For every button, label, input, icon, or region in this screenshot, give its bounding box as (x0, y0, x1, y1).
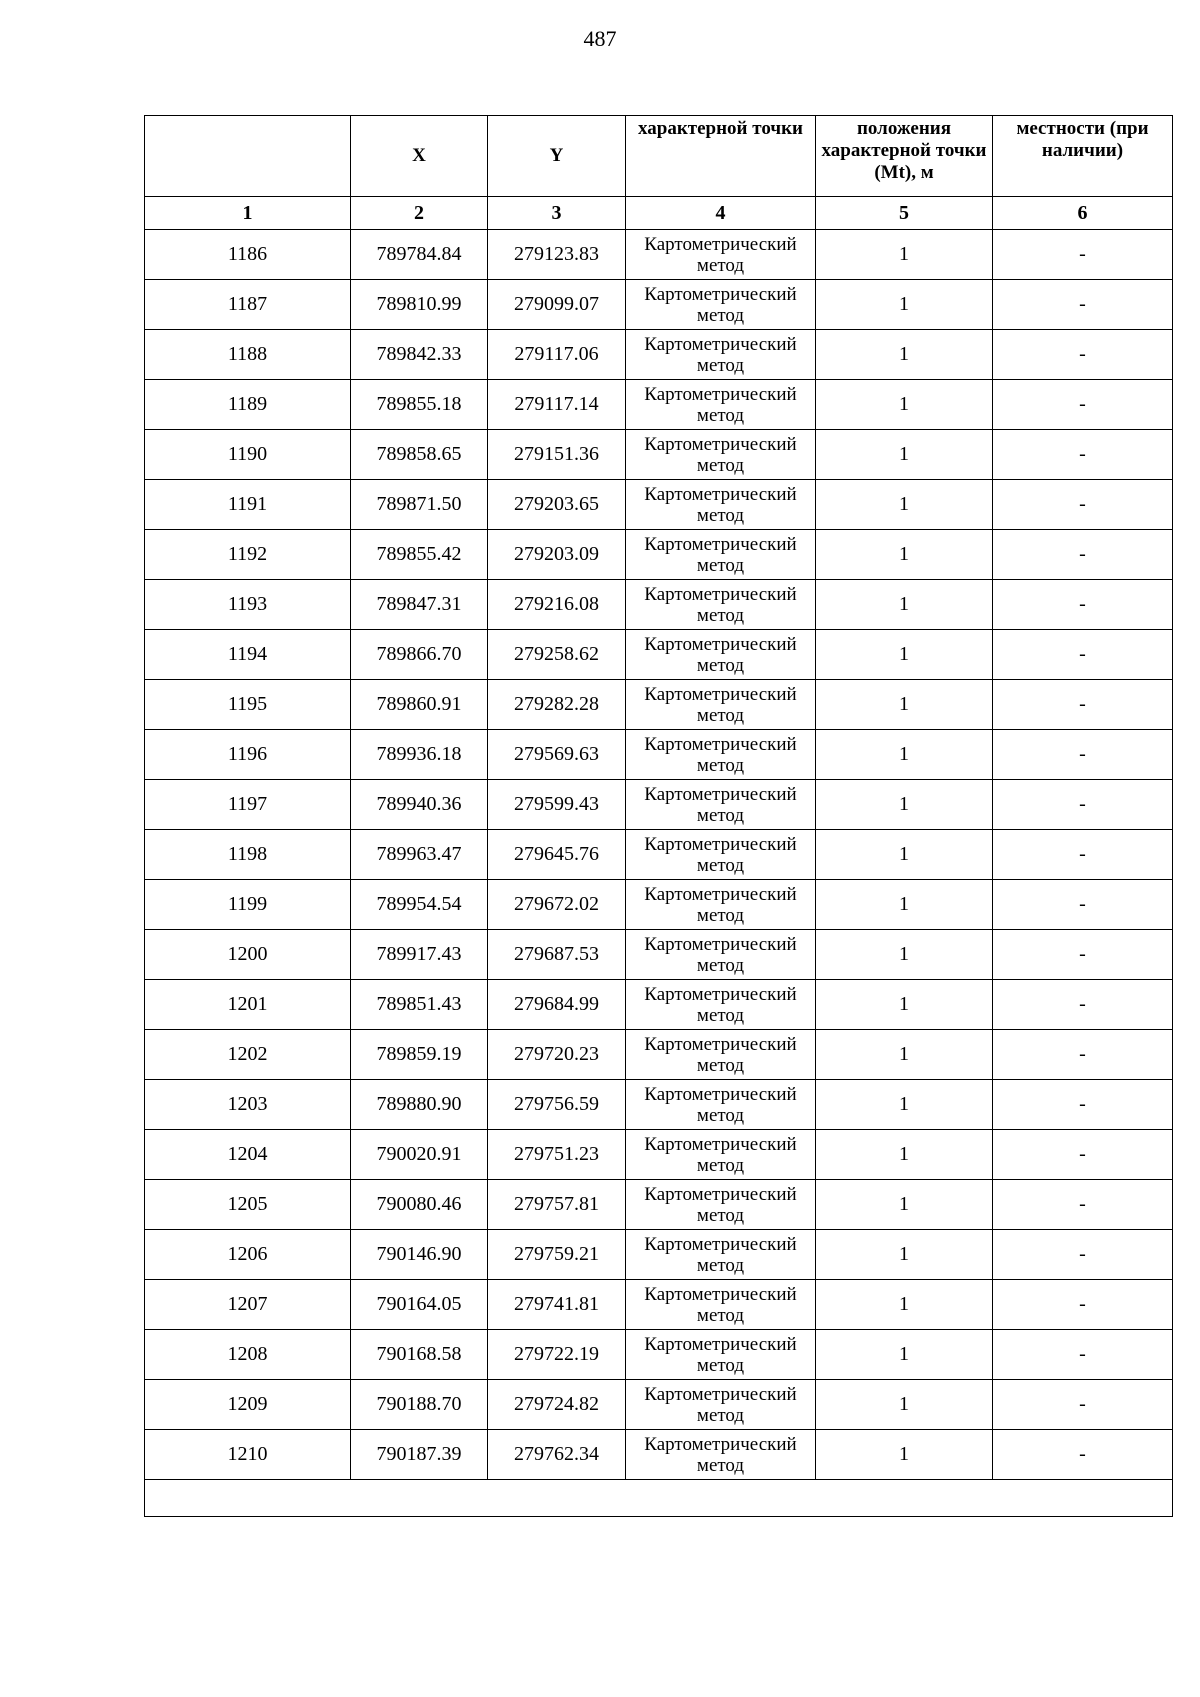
table-row (145, 1230, 1173, 1280)
method-cell (626, 430, 816, 480)
method-text-line2: метод (696, 804, 745, 826)
description-cell: - (993, 380, 1173, 430)
y-coordinate-cell: 279722.19 (488, 1330, 626, 1380)
x-coordinate-cell: 789917.43 (351, 930, 488, 980)
method-cell (626, 930, 816, 980)
description-cell: - (993, 1430, 1173, 1480)
table-row (145, 1430, 1173, 1480)
method-text-line2: метод (696, 1054, 745, 1076)
method-text-line2: метод (696, 604, 745, 626)
header-point-number (145, 116, 351, 197)
method-text-line1: Картометрический (644, 1183, 797, 1205)
point-number-cell: 1194 (145, 630, 351, 680)
x-coordinate-cell: 789784.84 (351, 230, 488, 280)
description-cell: - (993, 1080, 1173, 1130)
description-cell: - (993, 730, 1173, 780)
method-text-line1: Картометрический (644, 433, 797, 455)
x-coordinate-cell: 789855.18 (351, 380, 488, 430)
description-cell: - (993, 530, 1173, 580)
x-coordinate-cell: 789858.65 (351, 430, 488, 480)
method-text-line1: Картометрический (644, 233, 797, 255)
point-number-cell: 1193 (145, 580, 351, 630)
x-coordinate-cell: 789860.91 (351, 680, 488, 730)
accuracy-cell: 1 (816, 1280, 993, 1330)
method-text-line2: метод (696, 904, 745, 926)
x-coordinate-cell: 789880.90 (351, 1080, 488, 1130)
method-text-line1: Картометрический (644, 1333, 797, 1355)
table-row (145, 530, 1173, 580)
method-text-line1: Картометрический (644, 783, 797, 805)
column-number: 6 (993, 197, 1173, 230)
accuracy-cell: 1 (816, 1030, 993, 1080)
method-text-line1: Картометрический (644, 883, 797, 905)
y-coordinate-cell: 279258.62 (488, 630, 626, 680)
x-coordinate-cell: 789866.70 (351, 630, 488, 680)
accuracy-cell: 1 (816, 930, 993, 980)
method-text-line2: метод (696, 1304, 745, 1326)
method-cell (626, 730, 816, 780)
method-cell (626, 380, 816, 430)
y-coordinate-cell: 279687.53 (488, 930, 626, 980)
accuracy-cell: 1 (816, 730, 993, 780)
page-number: 487 (583, 26, 617, 51)
point-number-cell: 1197 (145, 780, 351, 830)
column-number: 5 (816, 197, 993, 230)
column-number-row (145, 197, 1173, 230)
table-row (145, 1030, 1173, 1080)
table-row (145, 430, 1173, 480)
accuracy-cell: 1 (816, 1430, 993, 1480)
accuracy-cell: 1 (816, 430, 993, 480)
description-cell: - (993, 1130, 1173, 1180)
y-coordinate-cell: 279599.43 (488, 780, 626, 830)
method-text-line1: Картометрический (644, 333, 797, 355)
header-accuracy: положения характерной точки (Mt), м (816, 116, 993, 197)
method-cell (626, 530, 816, 580)
accuracy-cell: 1 (816, 280, 993, 330)
method-cell (626, 1430, 816, 1480)
table-row (145, 930, 1173, 980)
x-coordinate-cell: 790188.70 (351, 1380, 488, 1430)
accuracy-cell: 1 (816, 1130, 993, 1180)
table-row (145, 480, 1173, 530)
x-coordinate-cell: 789847.31 (351, 580, 488, 630)
y-coordinate-cell: 279762.34 (488, 1430, 626, 1480)
y-coordinate-cell: 279759.21 (488, 1230, 626, 1280)
x-coordinate-cell: 790080.46 (351, 1180, 488, 1230)
description-cell: - (993, 580, 1173, 630)
method-text-line1: Картометрический (644, 483, 797, 505)
method-cell (626, 580, 816, 630)
y-coordinate-cell: 279757.81 (488, 1180, 626, 1230)
accuracy-cell: 1 (816, 1230, 993, 1280)
point-number-cell: 1187 (145, 280, 351, 330)
method-cell (626, 980, 816, 1030)
description-cell: - (993, 830, 1173, 880)
x-coordinate-cell: 790020.91 (351, 1130, 488, 1180)
accuracy-cell: 1 (816, 980, 993, 1030)
accuracy-cell: 1 (816, 530, 993, 580)
point-number-cell: 1192 (145, 530, 351, 580)
description-cell: - (993, 330, 1173, 380)
table-row (145, 1080, 1173, 1130)
column-number: 3 (488, 197, 626, 230)
method-text-line2: метод (696, 854, 745, 876)
method-text-line2: метод (696, 954, 745, 976)
method-text-line2: метод (696, 1104, 745, 1126)
method-cell (626, 1280, 816, 1330)
method-text-line2: метод (696, 1354, 745, 1376)
description-cell: - (993, 280, 1173, 330)
method-text-line1: Картометрический (644, 1083, 797, 1105)
coordinates-table (144, 115, 1173, 1517)
method-text-line2: метод (696, 1204, 745, 1226)
accuracy-cell: 1 (816, 680, 993, 730)
header-description: местности (при наличии) (993, 116, 1173, 197)
y-coordinate-cell: 279672.02 (488, 880, 626, 930)
method-cell (626, 330, 816, 380)
method-text-line2: метод (696, 1454, 745, 1476)
x-coordinate-cell: 790187.39 (351, 1430, 488, 1480)
x-coordinate-cell: 790164.05 (351, 1280, 488, 1330)
method-text-line2: метод (696, 454, 745, 476)
table-row (145, 1280, 1173, 1330)
method-text-line2: метод (696, 304, 745, 326)
description-cell: - (993, 880, 1173, 930)
column-number: 4 (626, 197, 816, 230)
point-number-cell: 1189 (145, 380, 351, 430)
description-cell: - (993, 680, 1173, 730)
point-number-cell: 1204 (145, 1130, 351, 1180)
method-text-line1: Картометрический (644, 283, 797, 305)
point-number-cell: 1190 (145, 430, 351, 480)
table-row (145, 880, 1173, 930)
method-text-line2: метод (696, 354, 745, 376)
method-text-line1: Картометрический (644, 1283, 797, 1305)
method-text-line2: метод (696, 554, 745, 576)
point-number-cell: 1199 (145, 880, 351, 930)
accuracy-cell: 1 (816, 1380, 993, 1430)
y-coordinate-cell: 279203.09 (488, 530, 626, 580)
point-number-cell: 1188 (145, 330, 351, 380)
y-coordinate-cell: 279151.36 (488, 430, 626, 480)
description-cell: - (993, 430, 1173, 480)
y-coordinate-cell: 279751.23 (488, 1130, 626, 1180)
x-coordinate-cell: 789842.33 (351, 330, 488, 380)
method-text-line2: метод (696, 1154, 745, 1176)
point-number-cell: 1203 (145, 1080, 351, 1130)
y-coordinate-cell: 279282.28 (488, 680, 626, 730)
method-text-line2: метод (696, 254, 745, 276)
y-coordinate-cell: 279645.76 (488, 830, 626, 880)
header-x: X (351, 116, 488, 197)
header-y: Y (488, 116, 626, 197)
point-number-cell: 1206 (145, 1230, 351, 1280)
point-number-cell: 1196 (145, 730, 351, 780)
method-cell (626, 480, 816, 530)
accuracy-cell: 1 (816, 880, 993, 930)
y-coordinate-cell: 279741.81 (488, 1280, 626, 1330)
x-coordinate-cell: 789810.99 (351, 280, 488, 330)
y-coordinate-cell: 279756.59 (488, 1080, 626, 1130)
point-number-cell: 1205 (145, 1180, 351, 1230)
column-number: 2 (351, 197, 488, 230)
table-row (145, 1130, 1173, 1180)
column-number: 1 (145, 197, 351, 230)
method-cell (626, 1030, 816, 1080)
accuracy-cell: 1 (816, 380, 993, 430)
method-text-line2: метод (696, 754, 745, 776)
method-cell (626, 780, 816, 830)
point-number-cell: 1209 (145, 1380, 351, 1430)
point-number-cell: 1210 (145, 1430, 351, 1480)
table-row (145, 730, 1173, 780)
x-coordinate-cell: 789871.50 (351, 480, 488, 530)
point-number-cell: 1207 (145, 1280, 351, 1330)
method-cell (626, 630, 816, 680)
method-text-line1: Картометрический (644, 1433, 797, 1455)
table-row (145, 1330, 1173, 1380)
table-row (145, 680, 1173, 730)
method-cell (626, 230, 816, 280)
method-text-line2: метод (696, 1254, 745, 1276)
y-coordinate-cell: 279724.82 (488, 1380, 626, 1430)
table-row (145, 630, 1173, 680)
header-method: характерной точки (626, 116, 816, 197)
y-coordinate-cell: 279123.83 (488, 230, 626, 280)
x-coordinate-cell: 790168.58 (351, 1330, 488, 1380)
accuracy-cell: 1 (816, 330, 993, 380)
table-row (145, 780, 1173, 830)
accuracy-cell: 1 (816, 1080, 993, 1130)
method-cell (626, 830, 816, 880)
method-text-line1: Картометрический (644, 383, 797, 405)
x-coordinate-cell: 789855.42 (351, 530, 488, 580)
point-number-cell: 1201 (145, 980, 351, 1030)
accuracy-cell: 1 (816, 1180, 993, 1230)
method-text-line2: метод (696, 654, 745, 676)
accuracy-cell: 1 (816, 1330, 993, 1380)
description-cell: - (993, 780, 1173, 830)
y-coordinate-cell: 279117.06 (488, 330, 626, 380)
description-cell: - (993, 480, 1173, 530)
method-text-line1: Картометрический (644, 933, 797, 955)
description-cell: - (993, 1380, 1173, 1430)
method-cell (626, 1330, 816, 1380)
method-cell (626, 1380, 816, 1430)
table-row (145, 1380, 1173, 1430)
method-cell (626, 880, 816, 930)
method-text-line1: Картометрический (644, 583, 797, 605)
method-text-line1: Картометрический (644, 533, 797, 555)
accuracy-cell: 1 (816, 580, 993, 630)
x-coordinate-cell: 789963.47 (351, 830, 488, 880)
y-coordinate-cell: 279216.08 (488, 580, 626, 630)
method-text-line1: Картометрический (644, 983, 797, 1005)
empty-cell (145, 1480, 1173, 1517)
y-coordinate-cell: 279569.63 (488, 730, 626, 780)
x-coordinate-cell: 789936.18 (351, 730, 488, 780)
description-cell: - (993, 630, 1173, 680)
description-cell: - (993, 1330, 1173, 1380)
point-number-cell: 1208 (145, 1330, 351, 1380)
description-cell: - (993, 1030, 1173, 1080)
empty-trailing-row (145, 1480, 1173, 1517)
method-cell (626, 1080, 816, 1130)
point-number-cell: 1200 (145, 930, 351, 980)
description-cell: - (993, 1280, 1173, 1330)
y-coordinate-cell: 279203.65 (488, 480, 626, 530)
point-number-cell: 1186 (145, 230, 351, 280)
table-row (145, 380, 1173, 430)
x-coordinate-cell: 789954.54 (351, 880, 488, 930)
method-text-line2: метод (696, 704, 745, 726)
method-text-line1: Картометрический (644, 733, 797, 755)
point-number-cell: 1202 (145, 1030, 351, 1080)
method-cell (626, 1130, 816, 1180)
description-cell: - (993, 1230, 1173, 1280)
table-row (145, 980, 1173, 1030)
method-text-line1: Картометрический (644, 833, 797, 855)
y-coordinate-cell: 279720.23 (488, 1030, 626, 1080)
accuracy-cell: 1 (816, 780, 993, 830)
x-coordinate-cell: 789940.36 (351, 780, 488, 830)
method-text-line2: метод (696, 1004, 745, 1026)
table-row (145, 330, 1173, 380)
method-text-line1: Картометрический (644, 633, 797, 655)
description-cell: - (993, 1180, 1173, 1230)
y-coordinate-cell: 279684.99 (488, 980, 626, 1030)
table-row (145, 280, 1173, 330)
method-cell (626, 1230, 816, 1280)
point-number-cell: 1198 (145, 830, 351, 880)
accuracy-cell: 1 (816, 230, 993, 280)
method-text-line1: Картометрический (644, 1233, 797, 1255)
point-number-cell: 1195 (145, 680, 351, 730)
method-cell (626, 1180, 816, 1230)
x-coordinate-cell: 789851.43 (351, 980, 488, 1030)
method-text-line1: Картометрический (644, 683, 797, 705)
method-cell (626, 680, 816, 730)
point-number-cell: 1191 (145, 480, 351, 530)
x-coordinate-cell: 790146.90 (351, 1230, 488, 1280)
y-coordinate-cell: 279117.14 (488, 380, 626, 430)
table-row (145, 580, 1173, 630)
method-text-line2: метод (696, 1404, 745, 1426)
accuracy-cell: 1 (816, 630, 993, 680)
table-row (145, 230, 1173, 280)
description-cell: - (993, 230, 1173, 280)
accuracy-cell: 1 (816, 480, 993, 530)
table-header-row (145, 116, 1173, 197)
method-text-line1: Картометрический (644, 1383, 797, 1405)
table-row (145, 1180, 1173, 1230)
table-row (145, 830, 1173, 880)
x-coordinate-cell: 789859.19 (351, 1030, 488, 1080)
description-cell: - (993, 930, 1173, 980)
method-text-line1: Картометрический (644, 1033, 797, 1055)
method-text-line2: метод (696, 504, 745, 526)
method-text-line2: метод (696, 404, 745, 426)
method-cell (626, 280, 816, 330)
accuracy-cell: 1 (816, 830, 993, 880)
method-text-line1: Картометрический (644, 1133, 797, 1155)
y-coordinate-cell: 279099.07 (488, 280, 626, 330)
description-cell: - (993, 980, 1173, 1030)
